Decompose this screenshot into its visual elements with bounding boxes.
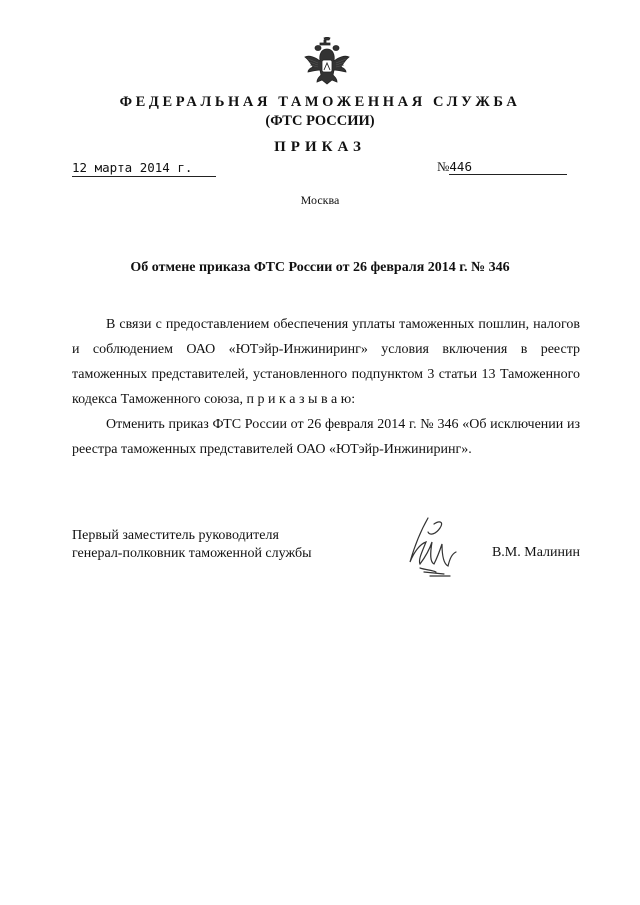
signer-position-line-2: генерал-полковник таможенной службы <box>72 546 312 561</box>
body-paragraph-1: В связи с предоставлением обеспечения уплаты таможенных пошлин, налогов и соблюдением ОАО «ЮТэйр-Инжиниринг» условия включения в реестр таможенных представителей, установленного подпунктом 3 статьи 13 Таможенного кодекса Таможенного союза, п р и к а з ы в а ю: <box>72 317 580 407</box>
handwritten-signature-icon <box>400 512 470 582</box>
document-body <box>72 312 580 462</box>
order-date: 12 марта 2014 г. <box>72 160 216 177</box>
signer-name: В.М. Малинин <box>491 545 580 560</box>
city: Москва <box>300 193 340 207</box>
order-number: 446 <box>449 159 567 175</box>
signer-position <box>72 527 311 563</box>
document-type: ПРИКАЗ <box>274 139 366 155</box>
agency-name: ФЕДЕРАЛЬНАЯ ТАМОЖЕННАЯ СЛУЖБА <box>119 94 521 110</box>
number-prefix: № <box>437 159 450 174</box>
agency-short-name: (ФТС РОССИИ) <box>265 113 375 129</box>
document-title: Об отмене приказа ФТС России от 26 февраля 2014 г. № 346 <box>130 260 510 275</box>
order-number-field <box>437 159 567 175</box>
double-headed-eagle-emblem-icon <box>303 37 351 87</box>
body-paragraph-2: Отменить приказ ФТС России от 26 февраля 2014 г. № 346 «Об исключении из реестра таможенных представителей ОАО «ЮТэйр-Инжиниринг». <box>72 417 580 457</box>
signer-position-line-1: Первый заместитель руководителя <box>72 528 279 543</box>
